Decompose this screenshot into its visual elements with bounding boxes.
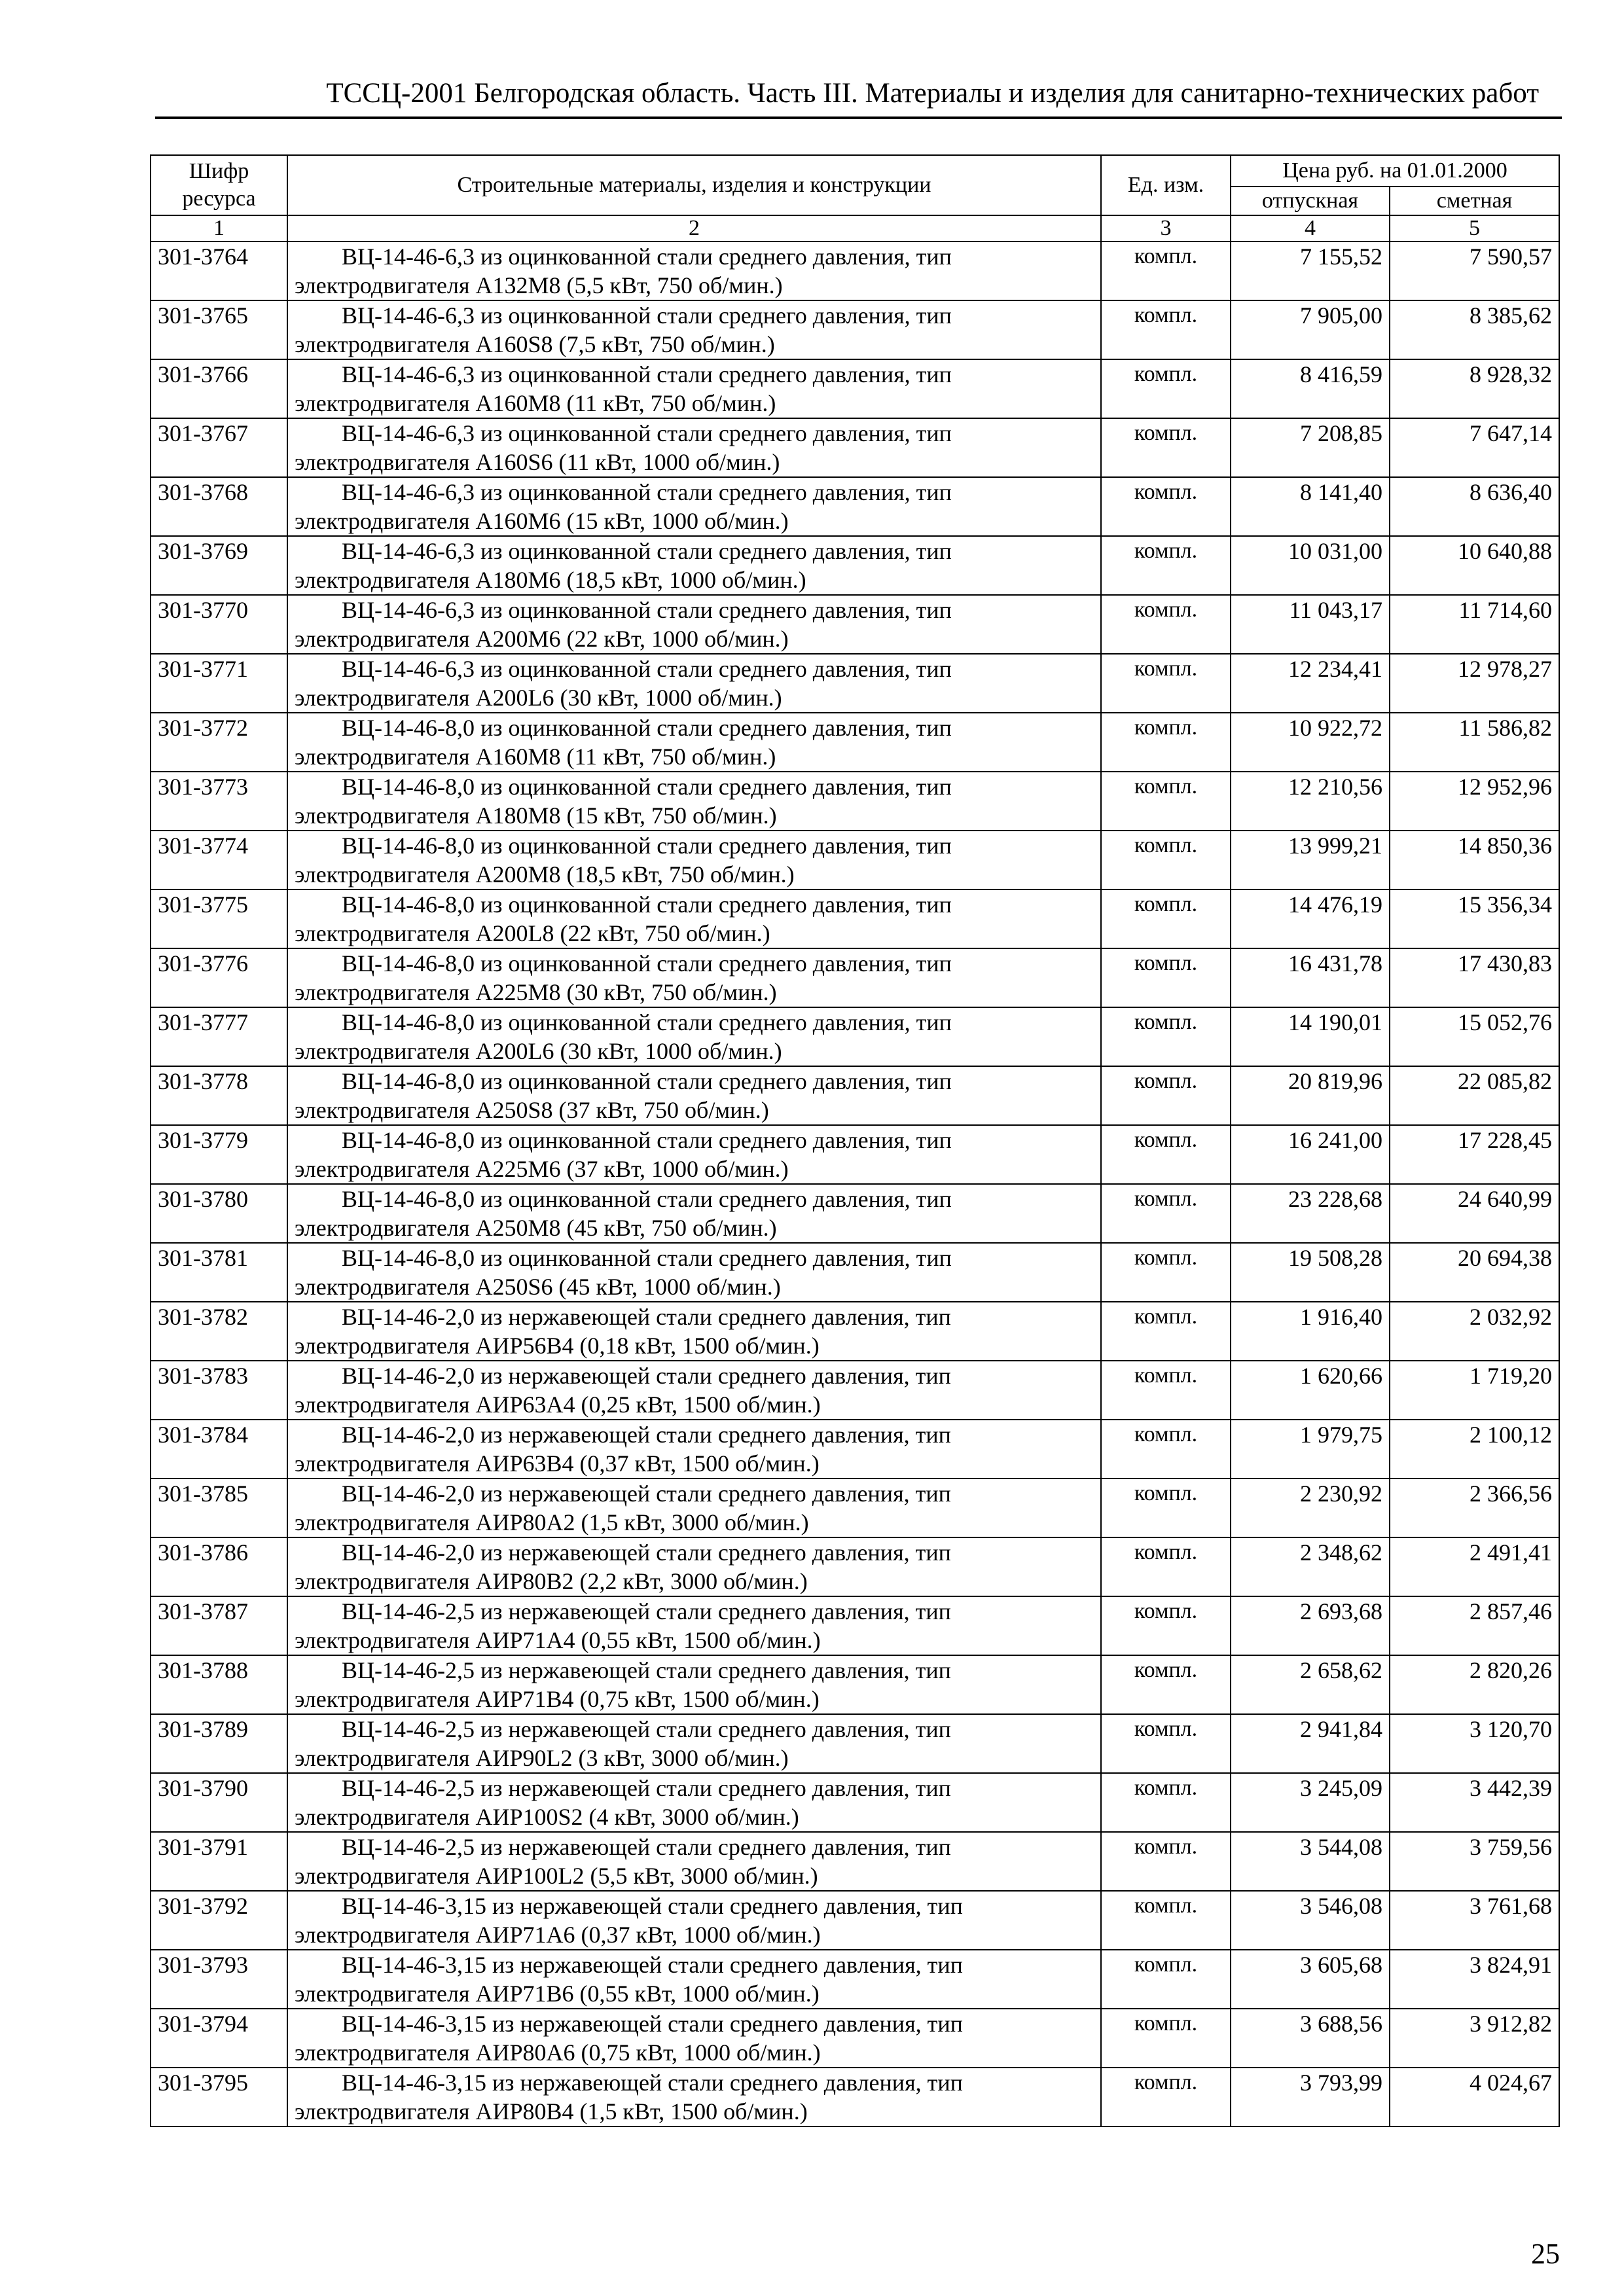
estimate-price: 14 850,36 (1390, 831, 1559, 889)
unit: компл. (1101, 1007, 1231, 1066)
estimate-price: 7 590,57 (1390, 242, 1559, 300)
item-description (287, 359, 1101, 418)
table-row (151, 1596, 1559, 1655)
release-price: 14 190,01 (1231, 1007, 1390, 1066)
release-price: 23 228,68 (1231, 1184, 1390, 1243)
resource-code: 301-3774 (151, 831, 287, 889)
description-line-2: электродвигателя А160М8 (11 кВт, 750 об/мин.) (295, 744, 776, 770)
unit: компл. (1101, 772, 1231, 831)
description-line-1: ВЦ-14-46-2,0 из нержавеющей стали среднего давления, тип (342, 1480, 951, 1507)
release-price: 3 605,68 (1231, 1950, 1390, 2009)
release-price: 12 234,41 (1231, 654, 1390, 713)
description-line-1: ВЦ-14-46-8,0 из оцинкованной стали среднего давления, тип (342, 1186, 952, 1212)
table-row (151, 1243, 1559, 1302)
resource-code: 301-3773 (151, 772, 287, 831)
release-price: 2 941,84 (1231, 1714, 1390, 1773)
unit: компл. (1101, 1125, 1231, 1184)
item-description (287, 889, 1101, 948)
item-description (287, 1596, 1101, 1655)
description-line-2: электродвигателя А200L8 (22 кВт, 750 об/мин.) (295, 920, 770, 946)
table-row (151, 242, 1559, 300)
table-row (151, 1773, 1559, 1832)
description-line-2: электродвигателя АИР100L2 (5,5 кВт, 3000 об/мин.) (295, 1863, 818, 1889)
description-line-1: ВЦ-14-46-3,15 из нержавеющей стали среднего давления, тип (342, 1952, 963, 1978)
unit: компл. (1101, 359, 1231, 418)
unit: компл. (1101, 1773, 1231, 1832)
description-line-2: электродвигателя А200М6 (22 кВт, 1000 об/мин.) (295, 626, 789, 652)
unit: компл. (1101, 1714, 1231, 1773)
estimate-price: 2 857,46 (1390, 1596, 1559, 1655)
release-price: 8 141,40 (1231, 477, 1390, 536)
table-row (151, 359, 1559, 418)
description-line-2: электродвигателя А250S6 (45 кВт, 1000 об/мин.) (295, 1274, 781, 1300)
estimate-price: 8 928,32 (1390, 359, 1559, 418)
resource-code: 301-3786 (151, 1537, 287, 1596)
description-line-2: электродвигателя А180М8 (15 кВт, 750 об/мин.) (295, 802, 777, 829)
column-number: 5 (1390, 215, 1559, 242)
table-row (151, 948, 1559, 1007)
resource-code: 301-3768 (151, 477, 287, 536)
release-price: 1 979,75 (1231, 1420, 1390, 1479)
description-line-1: ВЦ-14-46-2,0 из нержавеющей стали среднего давления, тип (342, 1422, 951, 1448)
description-line-2: электродвигателя А200М8 (18,5 кВт, 750 об/мин.) (295, 861, 795, 888)
header-price: Цена руб. на 01.01.2000 (1231, 155, 1559, 187)
description-line-1: ВЦ-14-46-3,15 из нержавеющей стали среднего давления, тип (342, 2070, 963, 2096)
description-line-1: ВЦ-14-46-6,3 из оцинкованной стали среднего давления, тип (342, 656, 952, 682)
description-line-2: электродвигателя АИР63А4 (0,25 кВт, 1500 об/мин.) (295, 1391, 821, 1418)
estimate-price: 2 366,56 (1390, 1479, 1559, 1537)
item-description (287, 713, 1101, 772)
description-line-1: ВЦ-14-46-3,15 из нержавеющей стали среднего давления, тип (342, 2011, 963, 2037)
release-price: 3 688,56 (1231, 2009, 1390, 2068)
description-line-1: ВЦ-14-46-6,3 из оцинкованной стали среднего давления, тип (342, 479, 952, 505)
header-estimate-price: сметная (1390, 187, 1559, 215)
item-description (287, 1950, 1101, 2009)
unit: компл. (1101, 1596, 1231, 1655)
unit: компл. (1101, 889, 1231, 948)
description-line-2: электродвигателя А200L6 (30 кВт, 1000 об/мин.) (295, 685, 782, 711)
item-description (287, 477, 1101, 536)
release-price: 12 210,56 (1231, 772, 1390, 831)
resource-code: 301-3794 (151, 2009, 287, 2068)
item-description (287, 1773, 1101, 1832)
page-number: 25 (1531, 2238, 1560, 2270)
estimate-price: 24 640,99 (1390, 1184, 1559, 1243)
unit: компл. (1101, 948, 1231, 1007)
resource-code: 301-3767 (151, 418, 287, 477)
release-price: 16 431,78 (1231, 948, 1390, 1007)
table-row (151, 772, 1559, 831)
item-description (287, 1007, 1101, 1066)
description-line-2: электродвигателя А160S6 (11 кВт, 1000 об/мин.) (295, 449, 780, 475)
description-line-1: ВЦ-14-46-2,5 из нержавеющей стали среднего давления, тип (342, 1834, 951, 1860)
item-description (287, 1302, 1101, 1361)
unit: компл. (1101, 595, 1231, 654)
unit: компл. (1101, 418, 1231, 477)
estimate-price: 12 978,27 (1390, 654, 1559, 713)
unit: компл. (1101, 831, 1231, 889)
item-description (287, 2009, 1101, 2068)
table-row (151, 418, 1559, 477)
unit: компл. (1101, 1655, 1231, 1714)
estimate-price: 2 100,12 (1390, 1420, 1559, 1479)
item-description (287, 1537, 1101, 1596)
unit: компл. (1101, 1243, 1231, 1302)
table-row (151, 1655, 1559, 1714)
description-line-1: ВЦ-14-46-2,5 из нержавеющей стали среднего давления, тип (342, 1657, 951, 1683)
estimate-price: 20 694,38 (1390, 1243, 1559, 1302)
estimate-price: 4 024,67 (1390, 2068, 1559, 2126)
item-description (287, 1125, 1101, 1184)
unit: компл. (1101, 1066, 1231, 1125)
description-line-1: ВЦ-14-46-6,3 из оцинкованной стали среднего давления, тип (342, 302, 952, 329)
release-price: 20 819,96 (1231, 1066, 1390, 1125)
estimate-price: 3 442,39 (1390, 1773, 1559, 1832)
description-line-1: ВЦ-14-46-6,3 из оцинкованной стали среднего давления, тип (342, 538, 952, 564)
estimate-price: 3 759,56 (1390, 1832, 1559, 1891)
description-line-1: ВЦ-14-46-8,0 из оцинкованной стали среднего давления, тип (342, 833, 952, 859)
release-price: 2 230,92 (1231, 1479, 1390, 1537)
item-description (287, 1243, 1101, 1302)
column-number: 4 (1231, 215, 1390, 242)
release-price: 7 208,85 (1231, 418, 1390, 477)
description-line-2: электродвигателя А180М6 (18,5 кВт, 1000 об/мин.) (295, 567, 806, 593)
unit: компл. (1101, 1832, 1231, 1891)
item-description (287, 1066, 1101, 1125)
resource-code: 301-3775 (151, 889, 287, 948)
unit: компл. (1101, 477, 1231, 536)
estimate-price: 12 952,96 (1390, 772, 1559, 831)
item-description (287, 242, 1101, 300)
release-price: 13 999,21 (1231, 831, 1390, 889)
item-description (287, 654, 1101, 713)
release-price: 7 905,00 (1231, 300, 1390, 359)
description-line-2: электродвигателя АИР80А2 (1,5 кВт, 3000 об/мин.) (295, 1509, 809, 1535)
release-price: 2 658,62 (1231, 1655, 1390, 1714)
description-line-2: электродвигателя АИР56В4 (0,18 кВт, 1500 об/мин.) (295, 1333, 820, 1359)
release-price: 1 916,40 (1231, 1302, 1390, 1361)
estimate-price: 7 647,14 (1390, 418, 1559, 477)
release-price: 16 241,00 (1231, 1125, 1390, 1184)
description-line-1: ВЦ-14-46-6,3 из оцинкованной стали среднего давления, тип (342, 597, 952, 623)
resource-code: 301-3787 (151, 1596, 287, 1655)
estimate-price: 3 120,70 (1390, 1714, 1559, 1773)
resource-code: 301-3770 (151, 595, 287, 654)
item-description (287, 1714, 1101, 1773)
resource-code: 301-3792 (151, 1891, 287, 1950)
description-line-1: ВЦ-14-46-2,0 из нержавеющей стали среднего давления, тип (342, 1539, 951, 1566)
resource-code: 301-3776 (151, 948, 287, 1007)
estimate-price: 3 761,68 (1390, 1891, 1559, 1950)
estimate-price: 17 430,83 (1390, 948, 1559, 1007)
unit: компл. (1101, 1361, 1231, 1420)
resource-code: 301-3764 (151, 242, 287, 300)
table-row (151, 1479, 1559, 1537)
item-description (287, 300, 1101, 359)
column-number: 1 (151, 215, 287, 242)
estimate-price: 17 228,45 (1390, 1125, 1559, 1184)
unit: компл. (1101, 300, 1231, 359)
table-row (151, 1714, 1559, 1773)
item-description (287, 1420, 1101, 1479)
description-line-1: ВЦ-14-46-2,5 из нержавеющей стали среднего давления, тип (342, 1716, 951, 1742)
description-line-2: электродвигателя А225М6 (37 кВт, 1000 об/мин.) (295, 1156, 789, 1182)
table-row (151, 1302, 1559, 1361)
unit: компл. (1101, 1950, 1231, 2009)
resource-code: 301-3793 (151, 1950, 287, 2009)
resource-code: 301-3781 (151, 1243, 287, 1302)
description-line-1: ВЦ-14-46-8,0 из оцинкованной стали среднего давления, тип (342, 1068, 952, 1094)
release-price: 11 043,17 (1231, 595, 1390, 654)
description-line-2: электродвигателя А225М8 (30 кВт, 750 об/мин.) (295, 979, 777, 1005)
table-row (151, 889, 1559, 948)
resource-code: 301-3778 (151, 1066, 287, 1125)
price-table-body (151, 242, 1559, 2126)
description-line-2: электродвигателя АИР63В4 (0,37 кВт, 1500 об/мин.) (295, 1450, 820, 1477)
estimate-price: 8 385,62 (1390, 300, 1559, 359)
table-row (151, 1125, 1559, 1184)
unit: компл. (1101, 1891, 1231, 1950)
header-release-price: отпускная (1231, 187, 1390, 215)
table-row (151, 536, 1559, 595)
description-line-1: ВЦ-14-46-6,3 из оцинкованной стали среднего давления, тип (342, 243, 952, 270)
description-line-2: электродвигателя А250М8 (45 кВт, 750 об/мин.) (295, 1215, 777, 1241)
description-line-2: электродвигателя А160М6 (15 кВт, 1000 об/мин.) (295, 508, 789, 534)
item-description (287, 595, 1101, 654)
description-line-1: ВЦ-14-46-6,3 из оцинкованной стали среднего давления, тип (342, 420, 952, 446)
description-line-1: ВЦ-14-46-2,0 из нержавеющей стали среднего давления, тип (342, 1363, 951, 1389)
column-number: 3 (1101, 215, 1231, 242)
resource-code: 301-3782 (151, 1302, 287, 1361)
resource-code: 301-3789 (151, 1714, 287, 1773)
table-row (151, 713, 1559, 772)
price-table (150, 154, 1560, 2127)
unit: компл. (1101, 654, 1231, 713)
estimate-price: 10 640,88 (1390, 536, 1559, 595)
resource-code: 301-3785 (151, 1479, 287, 1537)
item-description (287, 1655, 1101, 1714)
release-price: 14 476,19 (1231, 889, 1390, 948)
description-line-2: электродвигателя АИР100S2 (4 кВт, 3000 об/мин.) (295, 1804, 799, 1830)
release-price: 1 620,66 (1231, 1361, 1390, 1420)
description-line-2: электродвигателя АИР80В2 (2,2 кВт, 3000 об/мин.) (295, 1568, 808, 1594)
table-row (151, 2009, 1559, 2068)
description-line-2: электродвигателя А132М8 (5,5 кВт, 750 об/мин.) (295, 272, 783, 298)
estimate-price: 2 820,26 (1390, 1655, 1559, 1714)
resource-code: 301-3780 (151, 1184, 287, 1243)
unit: компл. (1101, 536, 1231, 595)
resource-code: 301-3779 (151, 1125, 287, 1184)
item-description (287, 1891, 1101, 1950)
header-divider (155, 117, 1562, 119)
estimate-price: 11 586,82 (1390, 713, 1559, 772)
unit: компл. (1101, 1420, 1231, 1479)
header-name: Строительные материалы, изделия и конструкции (287, 155, 1101, 215)
description-line-2: электродвигателя А200L6 (30 кВт, 1000 об/мин.) (295, 1038, 782, 1064)
release-price: 8 416,59 (1231, 359, 1390, 418)
description-line-1: ВЦ-14-46-8,0 из оцинкованной стали среднего давления, тип (342, 891, 952, 918)
estimate-price: 22 085,82 (1390, 1066, 1559, 1125)
estimate-price: 1 719,20 (1390, 1361, 1559, 1420)
release-price: 10 031,00 (1231, 536, 1390, 595)
release-price: 10 922,72 (1231, 713, 1390, 772)
unit: компл. (1101, 1302, 1231, 1361)
estimate-price: 15 052,76 (1390, 1007, 1559, 1066)
table-row (151, 1066, 1559, 1125)
resource-code: 301-3765 (151, 300, 287, 359)
table-row (151, 595, 1559, 654)
resource-code: 301-3790 (151, 1773, 287, 1832)
release-price: 3 793,99 (1231, 2068, 1390, 2126)
description-line-2: электродвигателя А160S8 (7,5 кВт, 750 об/мин.) (295, 331, 775, 357)
description-line-2: электродвигателя АИР80А6 (0,75 кВт, 1000 об/мин.) (295, 2039, 821, 2066)
resource-code: 301-3791 (151, 1832, 287, 1891)
table-row (151, 300, 1559, 359)
resource-code: 301-3784 (151, 1420, 287, 1479)
release-price: 7 155,52 (1231, 242, 1390, 300)
estimate-price: 3 824,91 (1390, 1950, 1559, 2009)
item-description (287, 948, 1101, 1007)
table-row (151, 1184, 1559, 1243)
resource-code: 301-3771 (151, 654, 287, 713)
description-line-1: ВЦ-14-46-2,0 из нержавеющей стали среднего давления, тип (342, 1304, 951, 1330)
item-description (287, 1479, 1101, 1537)
unit: компл. (1101, 242, 1231, 300)
description-line-2: электродвигателя АИР90L2 (3 кВт, 3000 об/мин.) (295, 1745, 789, 1771)
description-line-2: электродвигателя АИР80В4 (1,5 кВт, 1500 об/мин.) (295, 2098, 808, 2125)
table-row (151, 2068, 1559, 2126)
unit: компл. (1101, 2068, 1231, 2126)
resource-code: 301-3783 (151, 1361, 287, 1420)
item-description (287, 772, 1101, 831)
description-line-1: ВЦ-14-46-8,0 из оцинкованной стали среднего давления, тип (342, 1245, 952, 1271)
description-line-2: электродвигателя АИР71В6 (0,55 кВт, 1000 об/мин.) (295, 1981, 820, 2007)
table-row (151, 1891, 1559, 1950)
release-price: 2 348,62 (1231, 1537, 1390, 1596)
item-description (287, 536, 1101, 595)
resource-code: 301-3777 (151, 1007, 287, 1066)
description-line-1: ВЦ-14-46-8,0 из оцинкованной стали среднего давления, тип (342, 715, 952, 741)
unit: компл. (1101, 1479, 1231, 1537)
estimate-price: 2 032,92 (1390, 1302, 1559, 1361)
unit: компл. (1101, 1184, 1231, 1243)
description-line-1: ВЦ-14-46-2,5 из нержавеющей стали среднего давления, тип (342, 1775, 951, 1801)
description-line-1: ВЦ-14-46-8,0 из оцинкованной стали среднего давления, тип (342, 950, 952, 977)
unit: компл. (1101, 1537, 1231, 1596)
resource-code: 301-3772 (151, 713, 287, 772)
release-price: 3 245,09 (1231, 1773, 1390, 1832)
estimate-price: 11 714,60 (1390, 595, 1559, 654)
release-price: 2 693,68 (1231, 1596, 1390, 1655)
description-line-2: электродвигателя А250S8 (37 кВт, 750 об/мин.) (295, 1097, 769, 1123)
resource-code: 301-3795 (151, 2068, 287, 2126)
description-line-1: ВЦ-14-46-8,0 из оцинкованной стали среднего давления, тип (342, 1127, 952, 1153)
table-row (151, 1420, 1559, 1479)
item-description (287, 831, 1101, 889)
table-row (151, 831, 1559, 889)
estimate-price: 3 912,82 (1390, 2009, 1559, 2068)
item-description (287, 418, 1101, 477)
description-line-2: электродвигателя АИР71А6 (0,37 кВт, 1000 об/мин.) (295, 1922, 821, 1948)
description-line-1: ВЦ-14-46-8,0 из оцинкованной стали среднего давления, тип (342, 1009, 952, 1035)
release-price: 19 508,28 (1231, 1243, 1390, 1302)
table-row (151, 1832, 1559, 1891)
description-line-1: ВЦ-14-46-2,5 из нержавеющей стали среднего давления, тип (342, 1598, 951, 1624)
item-description (287, 1361, 1101, 1420)
table-row (151, 1361, 1559, 1420)
table-row (151, 654, 1559, 713)
table-row (151, 1007, 1559, 1066)
price-table-header (151, 155, 1559, 242)
description-line-2: электродвигателя АИР71А4 (0,55 кВт, 1500 об/мин.) (295, 1627, 821, 1653)
description-line-1: ВЦ-14-46-8,0 из оцинкованной стали среднего давления, тип (342, 774, 952, 800)
release-price: 3 544,08 (1231, 1832, 1390, 1891)
unit: компл. (1101, 2009, 1231, 2068)
unit: компл. (1101, 713, 1231, 772)
estimate-price: 8 636,40 (1390, 477, 1559, 536)
release-price: 3 546,08 (1231, 1891, 1390, 1950)
item-description (287, 1832, 1101, 1891)
estimate-price: 15 356,34 (1390, 889, 1559, 948)
page-header-title: ТССЦ-2001 Белгородская область. Часть III. Материалы и изделия для санитарно-технических работ (326, 78, 1539, 109)
resource-code: 301-3766 (151, 359, 287, 418)
item-description (287, 1184, 1101, 1243)
item-description (287, 2068, 1101, 2126)
description-line-2: электродвигателя А160М8 (11 кВт, 750 об/мин.) (295, 390, 776, 416)
description-line-1: ВЦ-14-46-6,3 из оцинкованной стали среднего давления, тип (342, 361, 952, 387)
table-row (151, 1537, 1559, 1596)
table-row (151, 477, 1559, 536)
resource-code: 301-3769 (151, 536, 287, 595)
table-row (151, 1950, 1559, 2009)
description-line-2: электродвигателя АИР71В4 (0,75 кВт, 1500 об/мин.) (295, 1686, 820, 1712)
resource-code: 301-3788 (151, 1655, 287, 1714)
description-line-1: ВЦ-14-46-3,15 из нержавеющей стали среднего давления, тип (342, 1893, 963, 1919)
estimate-price: 2 491,41 (1390, 1537, 1559, 1596)
header-code: Шифр ресурса (151, 155, 287, 215)
header-unit: Ед. изм. (1101, 155, 1231, 215)
column-number: 2 (287, 215, 1101, 242)
